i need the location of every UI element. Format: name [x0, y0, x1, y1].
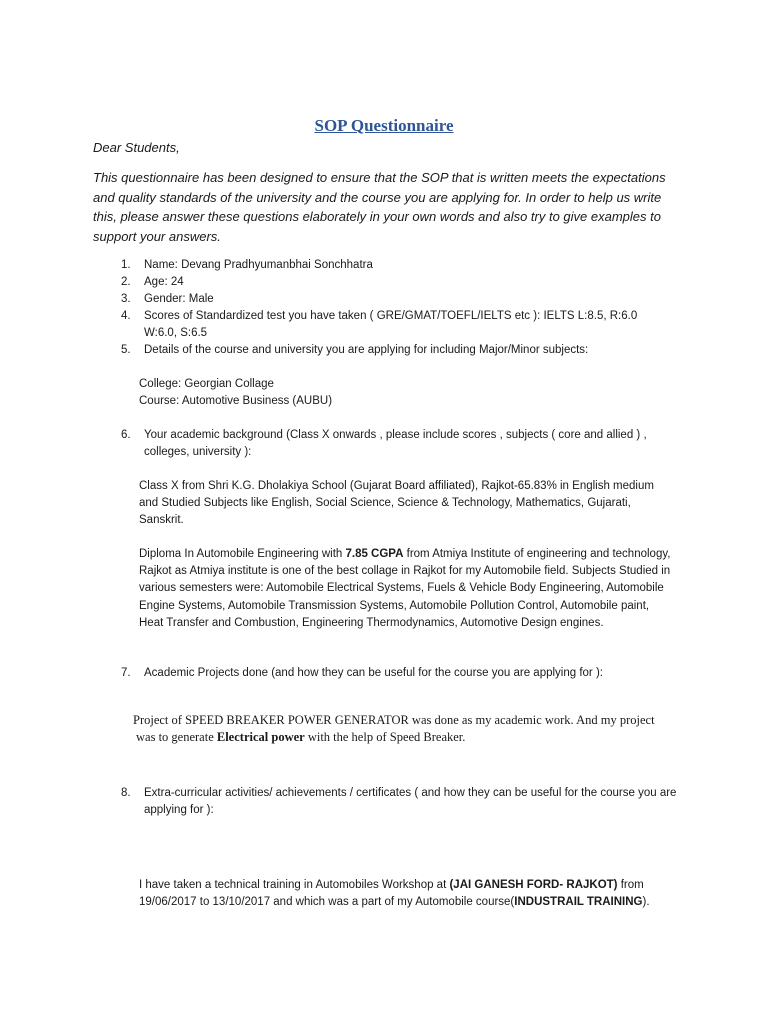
question-item: [121, 785, 681, 819]
salutation: Dear Students,: [93, 140, 180, 155]
question-item: [121, 427, 661, 461]
question-number: 4.: [121, 310, 131, 322]
answer-college: College: Georgian Collage: [139, 378, 274, 390]
question-item: [121, 665, 681, 682]
question-number: 5.: [121, 344, 131, 356]
question-item: [121, 274, 681, 291]
question-text: Name: Devang Pradhyumanbhai Sonchhatra: [144, 259, 373, 271]
page-title: SOP Questionnaire: [314, 116, 454, 135]
question-item: [121, 257, 681, 274]
question-item: [121, 291, 681, 308]
question-number: 3.: [121, 293, 131, 305]
question-text: Extra-curricular activities/ achievements / certificates ( and how they can be useful for the course you are applying for ):: [144, 787, 677, 816]
answer-project-line2: was to generate Electrical power with the help of Speed Breaker.: [136, 730, 466, 744]
question-number: 6.: [121, 429, 131, 441]
question-text: Your academic background (Class X onwards , please include scores , subjects ( core and allied ) , colleges, university ):: [144, 429, 647, 458]
answer-course: Course: Automotive Business (AUBU): [139, 395, 333, 407]
question-number: 2.: [121, 276, 131, 288]
question-number: 7.: [121, 667, 131, 679]
answer-diploma: Diploma In Automobile Engineering with 7.85 CGPA from Atmiya Institute of engineering and technology, Rajkot as Atmiya institute is one of the best collage in Rajkot for my Automobile field. Subjects Studied in various semesters were: Automobile Electrical Systems, Fuels & Vehicle Body Engineering, Automobile Engine Systems, Automobile Transmission Systems, Automobile Pollution Control, Automobile paint, Heat Transfer and Combustion, Engineering Thermodynamics, Automotive Design engines.: [139, 548, 671, 629]
question-text: Details of the course and university you are applying for including Major/Minor subjects:: [144, 344, 589, 356]
question-text: Scores of Standardized test you have taken ( GRE/GMAT/TOEFL/IELTS etc ): IELTS L:8.5, R:6.0 W:6.0, S:6.5: [144, 310, 638, 339]
question-number: 1.: [121, 259, 131, 271]
question-text: Age: 24: [144, 276, 184, 288]
answer-class-x: Class X from Shri K.G. Dholakiya School (Gujarat Board affiliated), Rajkot-65.83% in English medium and Studied Subjects like English, Social Science, Science & Technology, Mathematics, Gujarati, Sanskrit.: [139, 480, 654, 527]
cgpa-value: 7.85 CGPA: [345, 548, 404, 560]
question-text: Academic Projects done (and how they can be useful for the course you are applying for ):: [144, 667, 603, 679]
answer-training: I have taken a technical training in Automobiles Workshop at (JAI GANESH FORD- RAJKOT) from 19/06/2017 to 13/10/2017 and which was a part of my Automobile course(INDUSTRAIL TRAINING).: [139, 879, 650, 909]
question-item: [121, 342, 681, 359]
question-item: [121, 308, 671, 342]
intro-paragraph: This questionnaire has been designed to ensure that the SOP that is written meets the expectations and quality standards of the university and the course you are applying for. In order to help us write this, please answer these questions elaborately in your own words and also try to give examples to support your answers.: [93, 170, 666, 244]
question-number: 8.: [121, 787, 131, 799]
question-text: Gender: Male: [144, 293, 214, 305]
answer-project-line1: Project of SPEED BREAKER POWER GENERATOR was done as my academic work. And my project: [133, 713, 655, 727]
